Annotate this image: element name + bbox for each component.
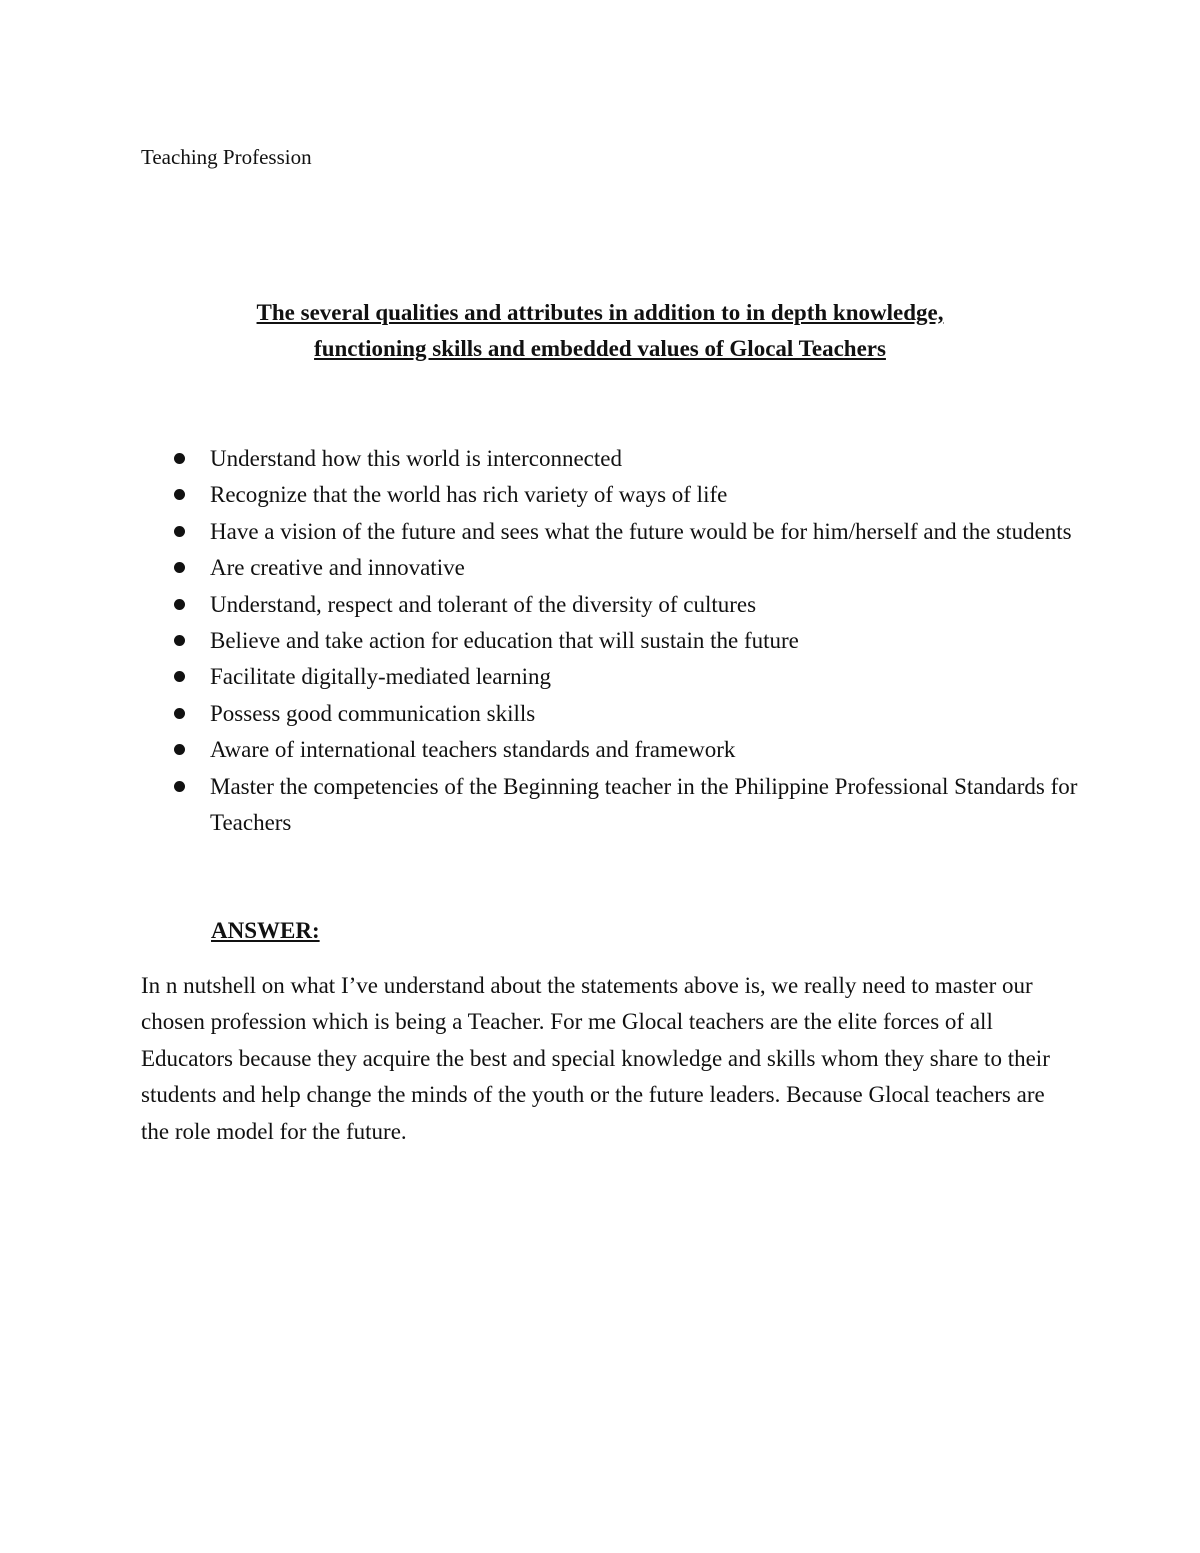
bullet-icon <box>174 453 185 464</box>
list-item-text: Aware of international teachers standards and framework <box>210 737 736 763</box>
list-item-text: Facilitate digitally-mediated learning <box>210 664 552 690</box>
answer-label: ANSWER: <box>211 918 320 943</box>
heading-line-1: The several qualities and attributes in addition to in depth knowledge, <box>256 300 944 325</box>
list-item <box>210 623 1090 659</box>
list-item-text: Recognize that the world has rich variety of ways of life <box>210 482 728 508</box>
list-item <box>210 696 1090 732</box>
attributes-list <box>210 441 1090 841</box>
list-item <box>210 732 1090 768</box>
bullet-icon <box>174 708 185 719</box>
list-item <box>210 769 1090 842</box>
list-item-text: Possess good communication skills <box>210 700 536 726</box>
list-item <box>210 477 1090 513</box>
bullet-icon <box>174 781 185 792</box>
bullet-icon <box>174 562 185 573</box>
answer-paragraph: In n nutshell on what I’ve understand about the statements above is, we really need to master our chosen profession which is being a Teacher. For me Glocal teachers are the elite forces of all Educators because they acquire the best and special knowledge and skills whom they share to their students and help change the minds of the youth or the future leaders. Because Glocal teachers are the role model for the future. <box>141 973 1050 1144</box>
list-item-text: Are creative and innovative <box>210 555 465 581</box>
bullet-icon <box>174 671 185 682</box>
list-item-text: Believe and take action for education that will sustain the future <box>210 628 799 654</box>
list-item <box>210 587 1090 623</box>
bullet-icon <box>174 744 185 755</box>
list-item <box>210 659 1090 695</box>
bullet-icon <box>174 635 185 646</box>
list-item <box>210 441 1090 477</box>
bullet-icon <box>174 489 185 500</box>
list-item-text: Master the competencies of the Beginning teacher in the Philippine Professional Standards for Teachers <box>210 773 1078 836</box>
bullet-icon <box>174 599 185 610</box>
list-item-text: Understand how this world is interconnected <box>210 446 622 471</box>
course-title: Teaching Profession <box>141 145 312 169</box>
list-item <box>210 550 1090 586</box>
list-item-text: Understand, respect and tolerant of the diversity of cultures <box>210 591 757 617</box>
document-heading <box>140 295 1060 367</box>
bullet-icon <box>174 526 185 537</box>
list-item-text: Have a vision of the future and sees what the future would be for him/herself and the students <box>210 518 1072 544</box>
heading-line-2: functioning skills and embedded values of Glocal Teachers <box>314 336 886 361</box>
list-item <box>210 514 1090 550</box>
